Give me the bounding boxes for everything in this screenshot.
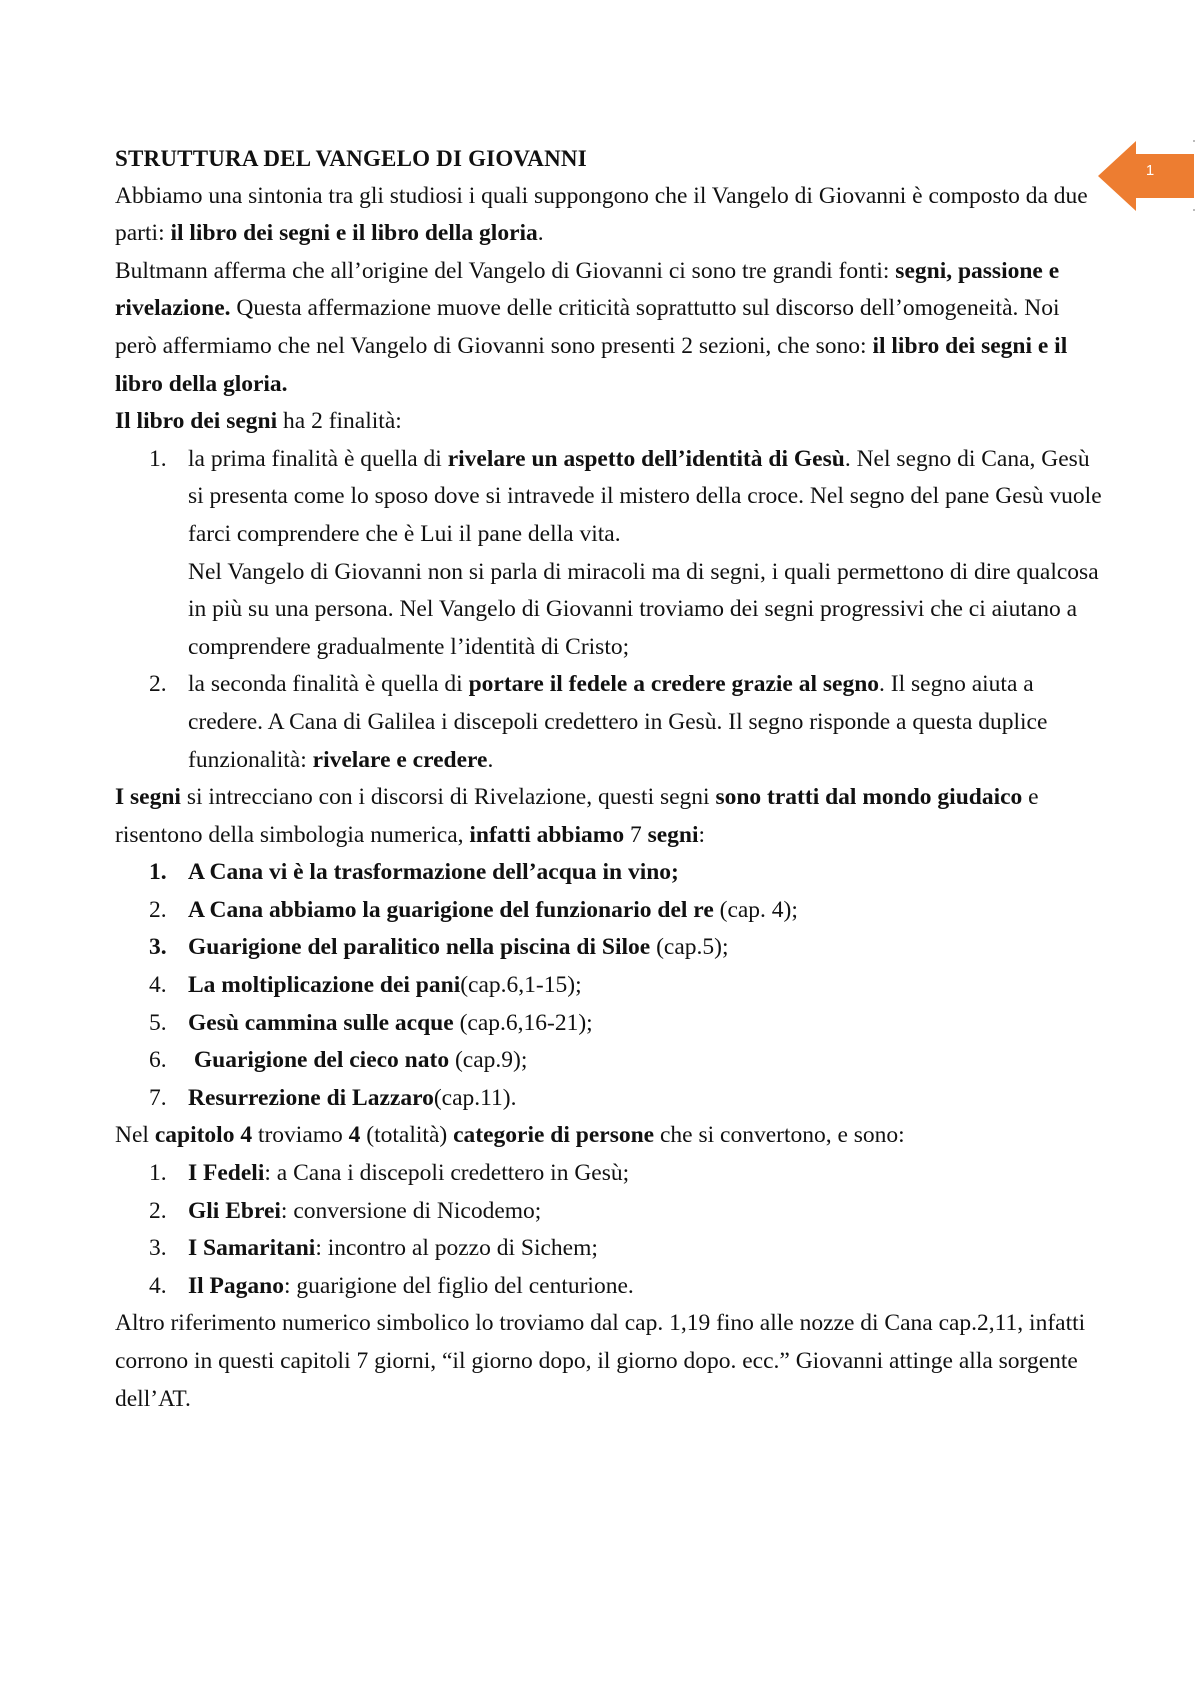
text-span: che si convertono, e sono: <box>654 1122 905 1149</box>
list-item <box>115 441 1105 667</box>
text-span: . Il segno aiuta a credere. A Cana di Galilea i discepoli credettero in Gesù. Il segno risponde a questa duplice funzionalità: <box>188 671 1048 773</box>
text-span: Questa affermazione muove delle criticità soprattutto sul discorso dell’omogeneità. Noi però affermiamo che nel Vangelo di Giovanni sono presenti 2 sezioni, che sono: <box>115 295 1060 359</box>
text-span: Abbiamo una sintonia tra gli studiosi i quali suppongono che il Vangelo di Giovanni è composto da due parti: <box>115 182 1088 247</box>
list-item <box>115 929 1105 967</box>
list-item <box>115 892 1105 930</box>
finalita-list <box>115 441 1105 779</box>
intro-paragraph-3 <box>115 403 1105 441</box>
bold-span: I segni <box>115 784 181 811</box>
list-number: 5. <box>149 1009 167 1036</box>
bold-span: categorie di persone <box>453 1122 655 1149</box>
bold-span: I Samaritani <box>188 1235 316 1262</box>
text-span: (cap.9); <box>449 1047 528 1074</box>
bold-span: Gli Ebrei <box>188 1197 281 1224</box>
text-span: e risentono della simbologia numerica, <box>115 784 1039 848</box>
segni-intro-paragraph <box>115 779 1105 854</box>
text-span: Bultmann afferma che all’origine del Vangelo di Giovanni ci sono tre grandi fonti: <box>115 257 896 284</box>
margin-dot <box>1193 209 1195 211</box>
bold-span: il libro dei segni e il libro della gloria. <box>115 332 1068 397</box>
text-span: troviamo <box>252 1122 349 1149</box>
text-span: . Nel segno di Cana, Gesù si presenta come lo sposo dove si intravede il mistero della croce. Nel segno del pane Gesù vuole farci comprendere che è Lui il pane della vita. <box>188 445 1102 547</box>
bold-span: portare il fedele a credere grazie al segno <box>468 671 880 698</box>
list-number: 4. <box>149 1272 167 1299</box>
capitolo4-paragraph <box>115 1117 1105 1155</box>
page-number: 1 <box>1145 162 1155 179</box>
bold-span: Il Pagano <box>188 1272 284 1299</box>
list-number: 3. <box>149 1235 167 1262</box>
intro-paragraph-2 <box>115 253 1105 403</box>
bold-span: I Fedeli <box>188 1160 265 1187</box>
list-item <box>115 1042 1105 1080</box>
list-item <box>115 1268 1105 1306</box>
text-span: si intrecciano con i discorsi di Rivelazione, questi segni <box>180 784 716 811</box>
list-item <box>115 1005 1105 1043</box>
list-number: 3. <box>149 934 167 961</box>
text-span: (cap.5); <box>650 934 729 961</box>
text-span: : guarigione del figlio del centurione. <box>283 1272 634 1299</box>
text-span: Nel <box>115 1122 155 1149</box>
document-title: STRUTTURA DEL VANGELO DI GIOVANNI <box>115 146 587 171</box>
list-number: 2. <box>149 671 167 698</box>
text-span: Nel Vangelo di Giovanni non si parla di miracoli ma di segni, i quali permettono di dire qualcosa in più su una persona. Nel Vangelo di Giovanni troviamo dei segni progressivi che ci aiutano a comprendere gradualmente l’identità di Cristo; <box>188 558 1099 660</box>
bold-span: capitolo 4 <box>154 1122 253 1149</box>
text-span: (cap. 4); <box>713 896 798 923</box>
text-span: (totalità) <box>360 1122 454 1149</box>
text-span: : a Cana i discepoli credettero in Gesù; <box>264 1160 630 1187</box>
list-item <box>115 1230 1105 1268</box>
bold-span: segni <box>647 821 699 848</box>
document-body <box>115 140 1105 1418</box>
bold-span: Guarigione del paralitico nella piscina di Siloe <box>188 934 651 961</box>
bold-span: A Cana abbiamo la guarigione del funzionario del re <box>188 896 714 923</box>
categorie-list <box>115 1155 1105 1305</box>
text-span: la seconda finalità è quella di <box>188 671 469 698</box>
bold-span: sono tratti dal mondo giudaico <box>715 784 1023 811</box>
text-span: : <box>698 821 706 848</box>
bold-span: Gesù cammina sulle acque <box>188 1009 454 1036</box>
bold-span: La moltiplicazione dei pani <box>188 972 461 999</box>
bold-span: rivelare un aspetto dell’identità di Gesù <box>447 445 845 472</box>
text-span: (cap.6,1-15); <box>460 972 582 999</box>
text-span: la prima finalità è quella di <box>188 445 448 472</box>
intro-paragraph-1 <box>115 178 1105 253</box>
list-item <box>115 666 1105 779</box>
text-span: : incontro al pozzo di Sichem; <box>315 1235 598 1262</box>
list-number: 4. <box>149 972 167 999</box>
bold-span: A Cana vi è la trasformazione dell’acqua in vino; <box>188 859 679 886</box>
text-span: (cap.11). <box>433 1084 517 1111</box>
list-number: 1. <box>149 859 167 886</box>
bold-span: segni, passione e rivelazione. <box>115 257 1060 322</box>
conclusione-paragraph: Altro riferimento numerico simbolico lo troviamo dal cap. 1,19 fino alle nozze di Cana cap.2,11, infatti corrono in questi capitoli 7 giorni, “il giorno dopo, il giorno dopo. ecc.” Giovanni attinge alla sorgente dell’AT. <box>115 1310 1086 1412</box>
list-number: 7. <box>149 1084 167 1111</box>
bold-span: Il libro dei segni <box>115 408 278 435</box>
list-item <box>115 854 1105 892</box>
bold-span: Guarigione del cieco nato <box>188 1047 450 1074</box>
text-span: (cap.6,16-21); <box>453 1009 593 1036</box>
text-span: ha 2 finalità: <box>277 408 402 435</box>
text-span: . <box>487 746 494 773</box>
list-number: 2. <box>149 1197 167 1224</box>
text-span: . <box>537 220 544 247</box>
list-number: 1. <box>149 445 167 472</box>
bold-span: rivelare e credere <box>312 746 488 773</box>
list-number: 6. <box>149 1047 167 1074</box>
list-item <box>115 1155 1105 1193</box>
text-span: : conversione di Nicodemo; <box>280 1197 542 1224</box>
list-item <box>115 1080 1105 1118</box>
text-span: 7 <box>624 821 648 848</box>
bold-span: il libro dei segni e il libro della gloria <box>170 220 538 247</box>
bold-span: infatti abbiamo <box>469 821 625 848</box>
bold-span: Resurrezione di Lazzaro <box>188 1084 434 1111</box>
list-item <box>115 1193 1105 1231</box>
segni-list <box>115 854 1105 1117</box>
list-number: 1. <box>149 1160 167 1187</box>
list-item <box>115 967 1105 1005</box>
margin-dot <box>1193 140 1195 142</box>
bold-span: 4 <box>348 1122 361 1149</box>
list-number: 2. <box>149 896 167 923</box>
